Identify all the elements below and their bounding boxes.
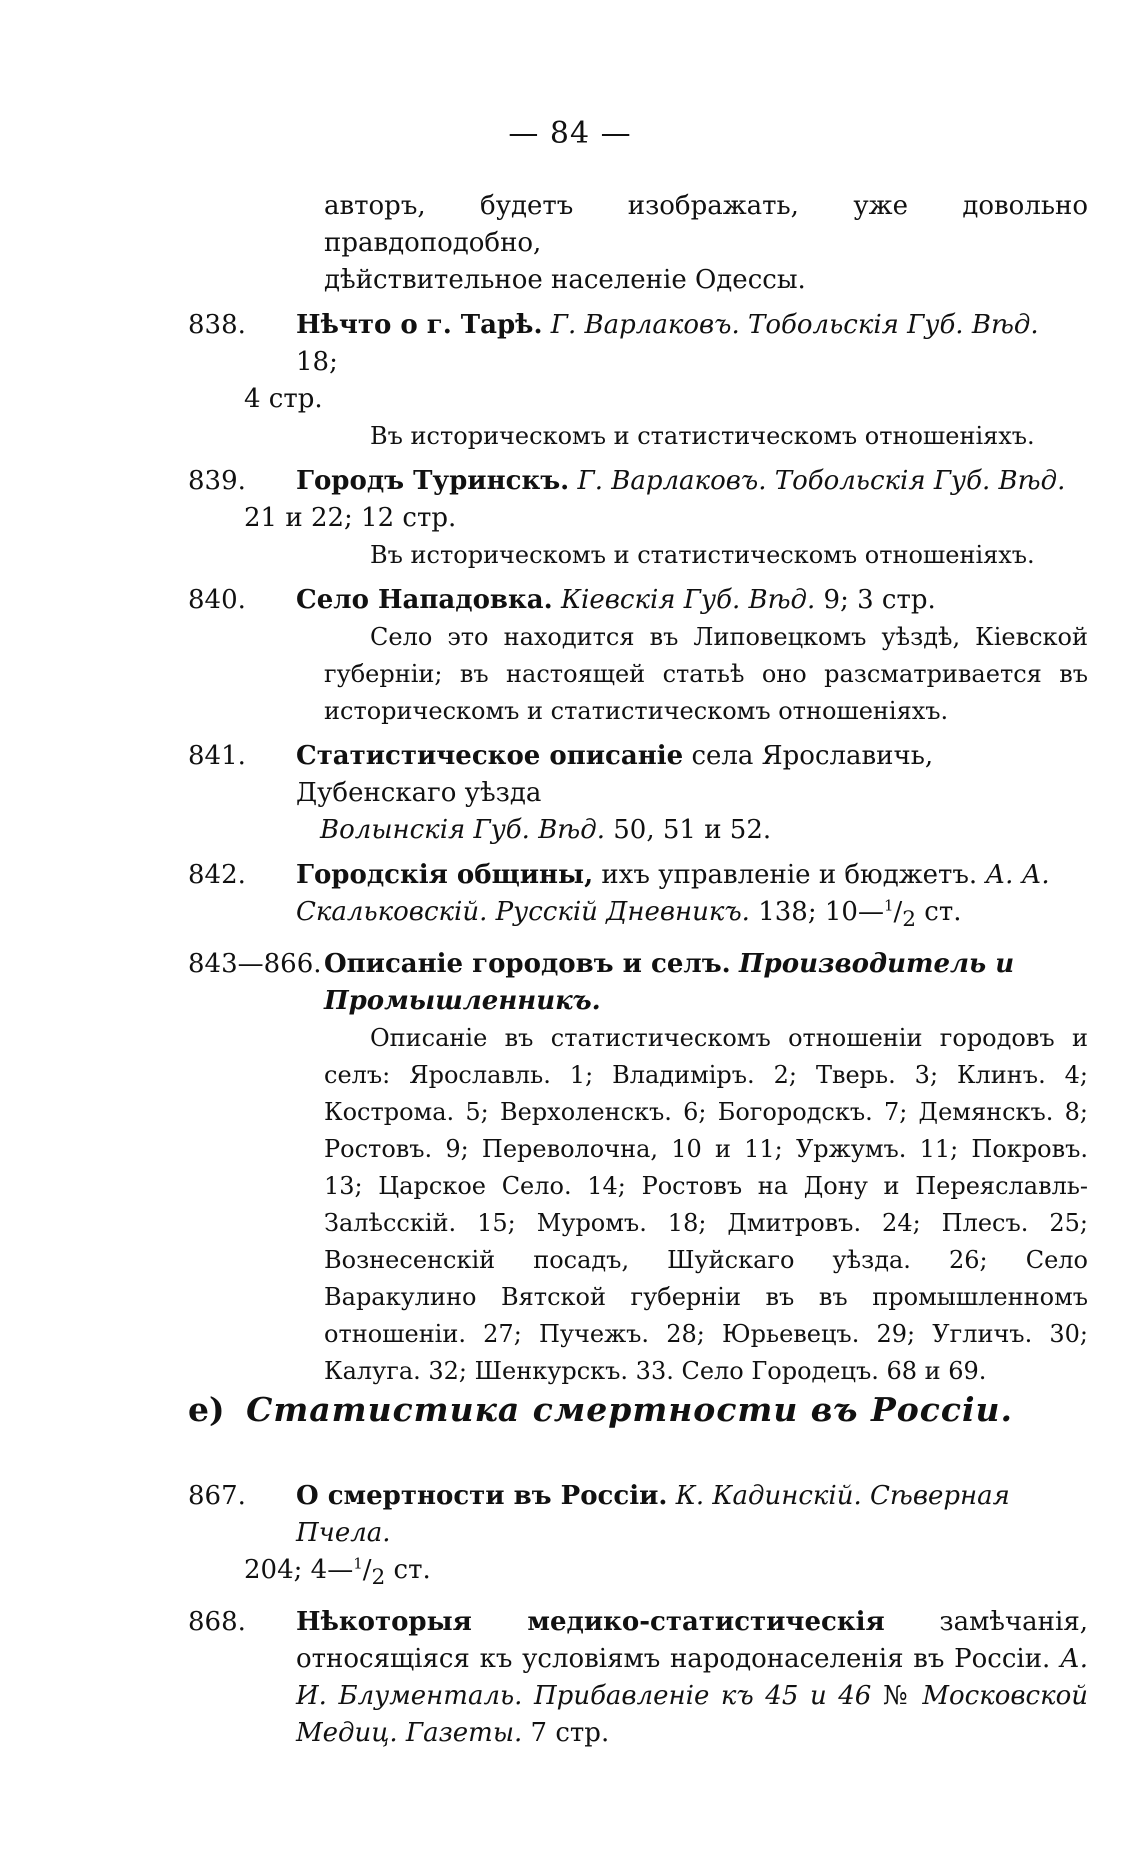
entry-author: Г. Варлаковъ. [550, 310, 740, 340]
entry-source-continued: Московской Медиц. Газеты. [296, 1681, 1089, 1749]
entry-source: Производитель и Промышленникъ. [324, 949, 1015, 1017]
entry-continuation: 4 стр. [244, 384, 323, 414]
entry-body [296, 582, 1088, 619]
entry-details: 9; 3 стр. [823, 585, 936, 615]
entry-number: 839. [188, 466, 246, 496]
entry-number: 868. [188, 1607, 246, 1638]
intro-paragraph [188, 188, 1088, 299]
entry-details: 7 стр. [530, 1718, 610, 1749]
details-part: 138; 10— [758, 897, 884, 927]
entry-body [296, 1604, 1088, 1752]
entry-title: Описаніе городовъ и селъ. [324, 949, 731, 980]
entry-source: Сѣверная Пчела. [296, 1481, 1010, 1548]
entry-body [324, 946, 1088, 1020]
entry-description: Село это находится въ Липовецкомъ уѣздѣ, Кіевской губерніи; въ настоящей статьѣ оно разсматривается въ историческомъ и статистическомъ отношеніяхъ. [324, 623, 1088, 725]
entry-continuation: 21 и 22; 12 стр. [244, 503, 457, 533]
section-heading [188, 1388, 1088, 1432]
bibliography-entry-838 [188, 307, 1088, 418]
entry-details: 18; [296, 347, 338, 377]
fraction-slash: / [893, 897, 903, 927]
entry-number: 838. [188, 310, 246, 340]
bibliography-entry-840 [188, 582, 1088, 619]
entry-number: 840. [188, 585, 246, 615]
entry-note: Въ историческомъ и статистическомъ отношеніяхъ. [370, 541, 1035, 569]
intro-line-2: дѣйствительное населеніе Одессы. [324, 265, 806, 295]
entry-title: Нѣчто о г. Тарѣ. [296, 310, 543, 340]
bibliography-entry-843-866 [188, 946, 1088, 1020]
entry-rest: замѣчанія, относящіяся къ условіямъ народонаселенія въ Россіи. [296, 1607, 1088, 1675]
entry-author: Г. Варлаковъ. [577, 466, 767, 496]
entry-number: 841. [188, 741, 246, 771]
section-content [188, 1470, 1088, 1752]
entry-number: 843—866. [188, 949, 322, 980]
page-number: — 84 — [508, 116, 632, 151]
details-suffix: ст. [385, 1555, 431, 1585]
entry-details [758, 896, 962, 933]
entry-title: Село Нападовка. [296, 585, 553, 615]
entry-source: Тобольскія Губ. Вѣд. [748, 310, 1039, 340]
entry-source: Кіевскія Губ. Вѣд. [560, 585, 816, 615]
intro-line-1: авторъ, будетъ изображать, уже довольно правдоподобно, [324, 191, 1088, 258]
fraction-denominator: 2 [902, 907, 917, 933]
fraction-slash: / [362, 1555, 372, 1585]
entry-continuation [244, 1552, 1088, 1596]
entry-number: 842. [188, 860, 246, 890]
entry-details: 50, 51 и 52. [613, 815, 772, 845]
bibliography-entry-842 [188, 857, 1088, 938]
bibliography-entry-868 [188, 1604, 1088, 1752]
entry-title: О смертности въ Россіи. [296, 1481, 668, 1511]
entry-title: Нѣкоторыя медико-статистическія [296, 1607, 885, 1638]
section-title: Статистика смертности въ Россіи. [246, 1390, 1013, 1429]
main-content [188, 188, 1088, 1390]
entry-title: Городъ Туринскъ. [296, 466, 570, 496]
entry-body [296, 738, 1088, 849]
entry-note: Въ историческомъ и статистическомъ отношеніяхъ. [370, 422, 1035, 450]
entry-body [296, 857, 1088, 938]
bibliography-entry-839 [188, 463, 1088, 537]
entry-title: Статистическое описаніе [296, 741, 684, 771]
entry-body [244, 1478, 1088, 1596]
bibliography-entry-867 [188, 1478, 1088, 1596]
bibliography-entry-841 [188, 738, 1088, 849]
entry-title: Городскія общины, [296, 860, 594, 890]
details-suffix: ст. [916, 897, 962, 927]
entry-number: 867. [188, 1481, 246, 1511]
fraction-numerator: 1 [883, 896, 894, 915]
entry-author: А. А. Скальковскій. [296, 860, 1050, 927]
fraction-denominator: 2 [371, 1565, 386, 1591]
section-letter: е) [188, 1390, 225, 1429]
entry-source: Тобольскія Губ. Вѣд. [774, 466, 1066, 496]
details-part: 204; 4— [244, 1555, 354, 1585]
entry-rest: села Ярославичь, Дубенскаго уѣзда [296, 741, 934, 808]
entry-body [244, 463, 1088, 537]
fraction-numerator: 1 [353, 1554, 363, 1573]
entry-source: Волынскія Губ. Вѣд. [320, 815, 605, 845]
entry-description: Описаніе въ статистическомъ отношеніи городовъ и селъ: Ярославль. 1; Владиміръ. 2; Тверь. 3; Клинъ. 4; Кострома. 5; Верхоленскъ. 6; Богородскъ. 7; Демянскъ. 8; Ростовъ. 9; Переволочна, 10 и 11; Уржумъ. 11; Покровъ. 13; Царское Село. 14; Ростовъ на Дону и Переяславль-Залѣсскій. 15; Муромъ. 18; Дмитровъ. 24; Плесъ. 25; Вознесенскій посадъ, Шуйскаго уѣзда. 26; Село Варакулино Вятской губерніи въ въ промышленномъ отношеніи. 27; Пучежъ. 28; Юрьевецъ. 29; Угличъ. 30; Калуга. 32; Шенкурскъ. 33. Село Городецъ. 68 и 69. [324, 1024, 1088, 1386]
numero-sign: № [882, 1681, 911, 1712]
entry-author: К. Кадинскій. [675, 1481, 862, 1511]
entry-rest: ихъ управленіе и бюджетъ. [601, 860, 978, 890]
entry-source: Прибавленіе къ 45 и 46 [534, 1681, 872, 1712]
entry-body [244, 307, 1088, 418]
entry-author: А. И. Блументаль. [296, 1644, 1089, 1712]
entry-source: Русскій Дневникъ. [495, 897, 750, 927]
